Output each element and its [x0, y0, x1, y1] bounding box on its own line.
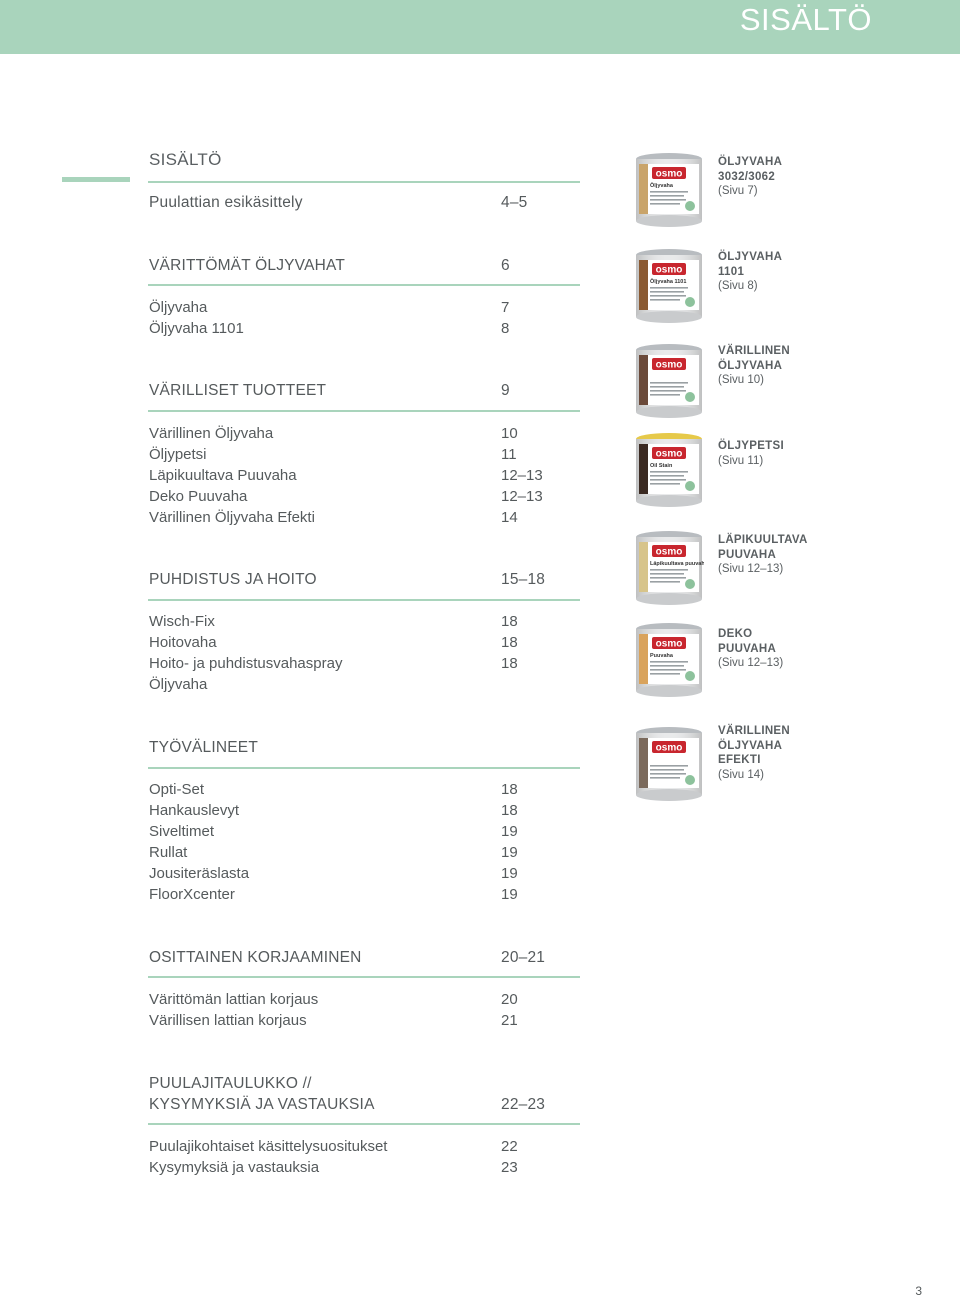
toc-section-heading[interactable]	[149, 1095, 589, 1115]
toc-section-heading[interactable]	[149, 570, 589, 590]
toc-entry-title: VÄRILLISET TUOTTEET	[149, 382, 327, 399]
product-name-line: ÖLJYPETSI	[718, 440, 784, 452]
product-name-line: PUUVAHA	[718, 548, 777, 561]
toc-entry[interactable]	[149, 864, 589, 884]
product-can-image	[634, 432, 704, 508]
toc-entry-page: 18	[501, 781, 518, 798]
toc-entry[interactable]	[149, 1137, 589, 1157]
product-label[interactable]	[718, 533, 838, 577]
product-name-line: 3032/3062	[718, 170, 776, 183]
product-name-line: EFEKTI	[718, 754, 761, 766]
section-divider	[148, 599, 580, 601]
toc-section-heading[interactable]	[149, 738, 589, 758]
toc-entry-title: Värittömän lattian korjaus	[149, 991, 319, 1008]
toc-entry-title: PUULAJITAULUKKO //	[149, 1075, 312, 1092]
brand-logo-text: osmo	[655, 742, 683, 754]
toc-entry[interactable]	[149, 1158, 589, 1178]
header-banner	[0, 0, 960, 54]
toc-entry-title: Öljyvaha	[149, 676, 208, 693]
can-product-text: Öljyvaha 1101	[650, 279, 687, 285]
product-label[interactable]	[718, 724, 838, 782]
product-label[interactable]	[718, 627, 838, 671]
product-name-line: VÄRILLINEN	[718, 345, 790, 357]
toc-title: SISÄLTÖ	[149, 150, 222, 169]
toc-entry-page: 21	[501, 1012, 518, 1029]
toc-entry-title: Öljyvaha 1101	[149, 320, 244, 337]
toc-entry-page: 18	[501, 613, 518, 630]
product-can-image	[634, 622, 704, 698]
toc-entry-page: 10	[501, 425, 518, 442]
toc-entry-title: Puulajikohtaiset käsittelysuositukset	[149, 1138, 388, 1155]
toc-entry-page: 12–13	[501, 488, 543, 505]
toc-entry-title: Hoito- ja puhdistusvahaspray	[149, 655, 343, 672]
toc-section-heading[interactable]	[149, 381, 589, 401]
toc-entry-page: 8	[501, 320, 510, 337]
product-name-line: ÖLJYVAHA	[718, 251, 783, 263]
toc-title-accent	[62, 177, 130, 182]
toc-entry-title: TYÖVÄLINEET	[149, 739, 259, 756]
toc-entry[interactable]	[149, 612, 589, 632]
toc-entry-page: 11	[501, 446, 517, 463]
section-divider	[148, 976, 580, 978]
product-page-ref: (Sivu 11)	[718, 454, 764, 467]
toc-entry-title: Opti-Set	[149, 781, 205, 798]
brand-logo-text: osmo	[655, 168, 683, 180]
toc-entry-title: Rullat	[149, 844, 188, 861]
brand-logo-text: osmo	[655, 359, 683, 371]
page-number: 3	[915, 1284, 922, 1298]
toc-entry-title: OSITTAINEN KORJAAMINEN	[149, 949, 362, 966]
toc-entry-page: 19	[501, 823, 518, 840]
product-can-image	[634, 152, 704, 228]
toc-entry-page: 19	[501, 886, 518, 903]
product-label[interactable]	[718, 344, 838, 388]
toc-entry[interactable]	[149, 822, 589, 842]
product-label[interactable]	[718, 439, 838, 468]
product-label[interactable]	[718, 155, 838, 199]
toc-entry[interactable]	[149, 445, 589, 465]
toc-entry[interactable]	[149, 466, 589, 486]
paint-can-icon	[634, 152, 704, 228]
product-name-line: ÖLJYVAHA	[718, 739, 783, 752]
product-can-image	[634, 248, 704, 324]
section-divider	[148, 410, 580, 412]
toc-entry[interactable]	[149, 319, 589, 339]
toc-entry[interactable]	[149, 508, 589, 528]
product-page-ref: (Sivu 7)	[718, 185, 758, 197]
banner-title: SISÄLTÖ	[739, 2, 872, 37]
toc-entry-page: 22	[501, 1138, 518, 1155]
toc-section-heading[interactable]	[149, 193, 589, 213]
toc-entry-title: Puulattian esikäsittely	[149, 194, 303, 211]
toc-title-divider	[148, 181, 580, 183]
product-name-line: LÄPIKUULTAVA	[718, 534, 808, 546]
paint-can-icon	[634, 432, 704, 508]
brand-logo-text: osmo	[655, 546, 683, 558]
toc-entry-page: 20–21	[501, 949, 546, 966]
toc-entry-title: Läpikuultava Puuvaha	[149, 467, 297, 484]
brand-logo-text: osmo	[655, 264, 683, 276]
toc-entry-title: Värillinen Öljyvaha	[149, 425, 274, 442]
toc-entry[interactable]	[149, 487, 589, 507]
can-product-text: Puuvaha	[650, 653, 673, 659]
toc-entry-page: 19	[501, 865, 518, 882]
toc-entry-title: PUHDISTUS JA HOITO	[149, 571, 317, 588]
toc-entry-title: Deko Puuvaha	[149, 488, 248, 505]
can-product-text: Oil Stain	[650, 463, 673, 469]
section-divider	[148, 284, 580, 286]
product-can-image	[634, 726, 704, 802]
toc-entry-page: 12–13	[501, 467, 543, 484]
toc-entry-page: 14	[501, 509, 518, 526]
toc-entry-page: 22–23	[501, 1096, 546, 1113]
paint-can-icon	[634, 726, 704, 802]
toc-entry-title: KYSYMYKSIÄ JA VASTAUKSIA	[149, 1096, 375, 1113]
product-can-image	[634, 343, 704, 419]
toc-entry[interactable]	[149, 654, 589, 674]
toc-entry-page: 15–18	[501, 571, 546, 588]
paint-can-icon	[634, 622, 704, 698]
toc-entry-title: Värillinen Öljyvaha Efekti	[149, 509, 315, 526]
toc-entry[interactable]	[149, 633, 589, 653]
brand-logo-text: osmo	[655, 638, 683, 650]
toc-entry[interactable]	[149, 1011, 589, 1031]
toc-entry-page: 18	[501, 655, 518, 672]
toc-entry-title: FloorXcenter	[149, 886, 235, 903]
product-name-line: ÖLJYVAHA	[718, 156, 783, 168]
brand-logo-text: osmo	[655, 448, 683, 460]
toc-entry[interactable]	[149, 675, 589, 695]
paint-can-icon	[634, 530, 704, 606]
toc-entry-page: 19	[501, 844, 518, 861]
can-product-text: Läpikuultava puuvaha	[650, 561, 704, 567]
product-name-line: PUUVAHA	[718, 642, 777, 655]
toc-entry-title: Öljyvaha	[149, 299, 208, 316]
product-page-ref: (Sivu 10)	[718, 374, 765, 386]
can-product-text: Öljyvaha	[650, 183, 673, 189]
toc-entry-title: Hoitovaha	[149, 634, 217, 651]
toc-entry-title: Öljypetsi	[149, 446, 207, 463]
toc-entry-title: Wisch-Fix	[149, 613, 215, 630]
toc-entry[interactable]	[149, 780, 589, 800]
toc-entry-title: VÄRITTÖMÄT ÖLJYVAHAT	[149, 257, 346, 274]
toc-entry-title: Siveltimet	[149, 823, 215, 840]
product-name-line: DEKO	[718, 628, 753, 640]
toc-section-heading[interactable]	[149, 948, 589, 968]
toc-entry[interactable]	[149, 843, 589, 863]
product-can-image	[634, 530, 704, 606]
toc-entry-page: 9	[501, 382, 510, 399]
paint-can-icon	[634, 343, 704, 419]
toc-entry[interactable]	[149, 424, 589, 444]
toc-section-heading[interactable]	[149, 1074, 589, 1094]
product-page-ref: (Sivu 8)	[718, 280, 758, 292]
paint-can-icon	[634, 248, 704, 324]
toc-entry-title: Hankauslevyt	[149, 802, 240, 819]
product-page-ref: (Sivu 12–13)	[718, 563, 784, 575]
toc-entry-page: 20	[501, 991, 518, 1008]
toc-entry-page: 6	[501, 257, 510, 274]
toc-entry-page: 4–5	[501, 194, 528, 211]
toc-entry[interactable]	[149, 298, 589, 318]
toc-section-heading[interactable]	[149, 256, 589, 276]
toc-entry-title: Kysymyksiä ja vastauksia	[149, 1159, 320, 1176]
product-label[interactable]	[718, 250, 838, 294]
toc-entry[interactable]	[149, 885, 589, 905]
toc-entry[interactable]	[149, 990, 589, 1010]
toc-entry[interactable]	[149, 801, 589, 821]
product-name-line: VÄRILLINEN	[718, 725, 790, 737]
toc-entry-page: 18	[501, 634, 518, 651]
section-divider	[148, 1123, 580, 1125]
section-divider	[148, 767, 580, 769]
product-name-line: 1101	[718, 265, 745, 278]
toc-entry-title: Värillisen lattian korjaus	[149, 1012, 307, 1029]
toc-entry-page: 18	[501, 802, 518, 819]
toc-entry-page: 23	[501, 1159, 518, 1176]
toc-entry-page: 7	[501, 299, 510, 316]
toc-entry-title: Jousiteräslasta	[149, 865, 250, 882]
product-page-ref: (Sivu 12–13)	[718, 657, 784, 669]
product-page-ref: (Sivu 14)	[718, 768, 765, 781]
product-name-line: ÖLJYVAHA	[718, 359, 783, 372]
